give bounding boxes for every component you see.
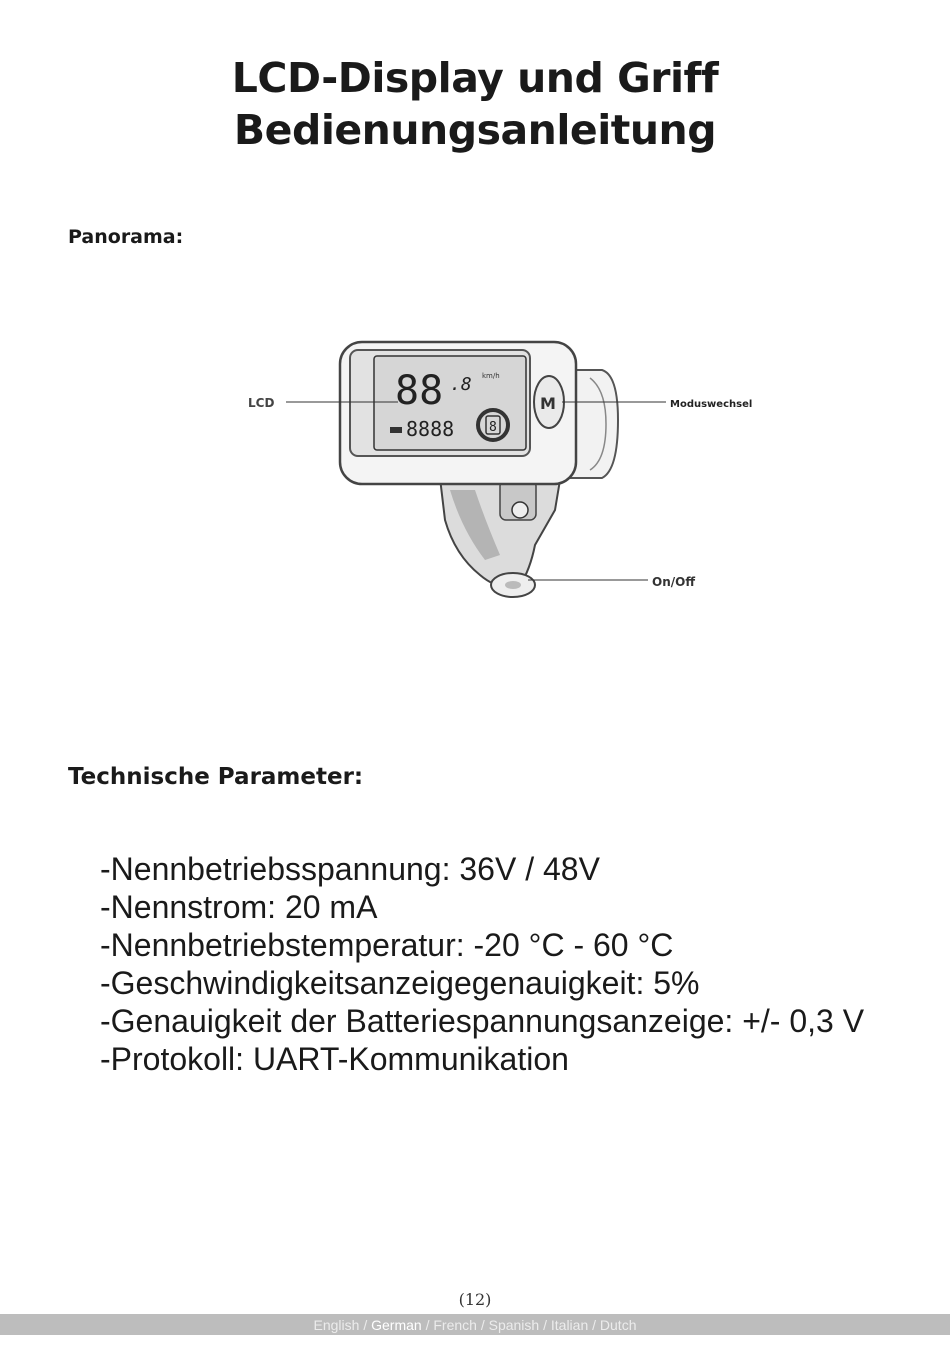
param-item: -Genauigkeit der Batteriespannungsanzeige: +/- 0,3 V <box>100 1003 865 1039</box>
language-link-italian[interactable]: Italian <box>550 1317 589 1333</box>
power-callout-label: On/Off <box>652 575 696 589</box>
language-separator: / <box>588 1317 600 1333</box>
mode-callout-label: Moduswechsel <box>670 399 753 410</box>
param-item: -Geschwindigkeitsanzeigegenauigkeit: 5% <box>100 965 700 1001</box>
page-number: (12) <box>458 1290 492 1309</box>
language-bar <box>0 1314 950 1335</box>
screen-odometer: 8888 <box>406 417 455 441</box>
power-button-center <box>505 581 521 589</box>
screen-gear-digit: 8 <box>489 420 497 435</box>
language-link-french[interactable]: French <box>433 1317 477 1333</box>
language-link-dutch[interactable]: Dutch <box>599 1317 637 1333</box>
technical-parameters-heading: Technische Parameter: <box>68 764 364 790</box>
language-link-german[interactable]: German <box>371 1317 422 1333</box>
mode-button-letter: M <box>540 394 556 413</box>
lcd-callout-label: LCD <box>248 396 275 410</box>
page-title <box>0 52 950 156</box>
screen-speed-digits: 88 <box>395 368 444 414</box>
technical-parameters-list <box>100 850 864 1078</box>
param-item: -Nennstrom: 20 mA <box>100 889 378 925</box>
language-link-english[interactable]: English <box>313 1317 360 1333</box>
screen-speed-decimal: .8 <box>450 374 472 395</box>
title-line-1: LCD-Display und Griff <box>231 54 719 102</box>
param-item: -Nennbetriebstemperatur: -20 °C - 60 °C <box>100 927 674 963</box>
language-separator: / <box>539 1317 551 1333</box>
param-item: -Nennbetriebsspannung: 36V / 48V <box>100 851 600 887</box>
language-separator: / <box>476 1317 489 1333</box>
screen-speed-unit: km/h <box>482 372 500 380</box>
throttle-pivot <box>512 502 528 518</box>
display-handle-illustration <box>230 330 770 610</box>
language-link-spanish[interactable]: Spanish <box>488 1317 540 1333</box>
panorama-heading: Panorama: <box>68 226 184 248</box>
title-line-2: Bedienungsanleitung <box>233 106 717 154</box>
language-separator: / <box>359 1317 372 1333</box>
language-separator: / <box>421 1317 434 1333</box>
screen-battery-mark <box>390 427 402 433</box>
param-item: -Protokoll: UART-Kommunikation <box>100 1041 569 1077</box>
